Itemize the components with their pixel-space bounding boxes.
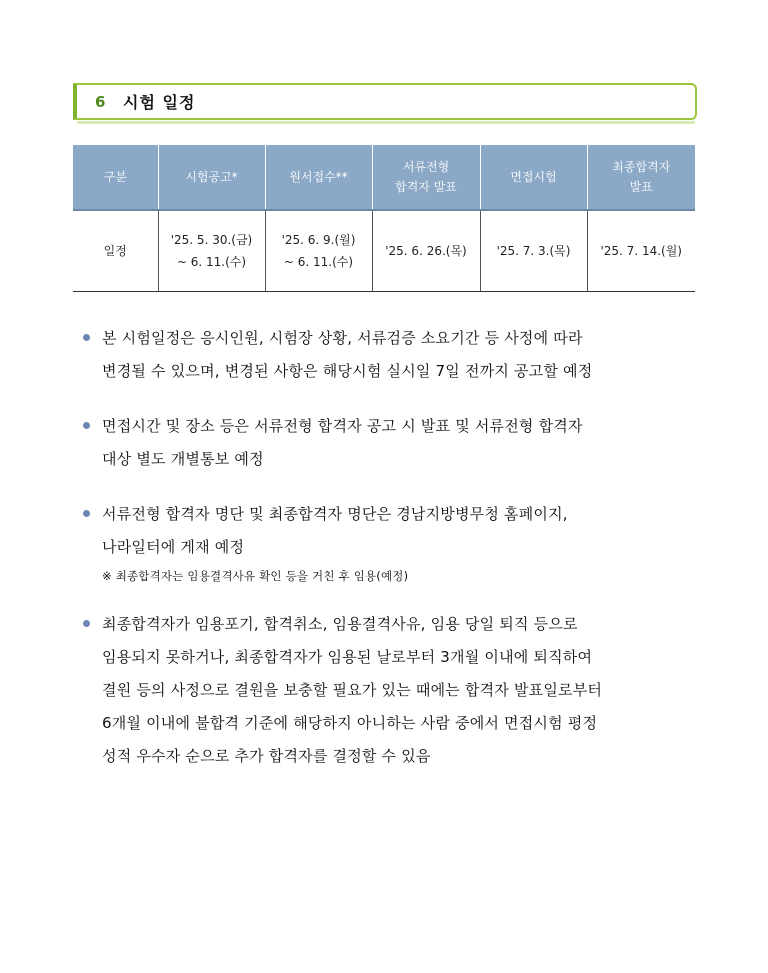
list-item: 면접시간 및 장소 등은 서류전형 합격자 공고 시 발표 및 서류전형 합격자 대상 별도 개별통보 예정 <box>80 410 700 476</box>
cell-final-result: '25. 7. 14.(월) <box>587 210 695 292</box>
bullet-dot-icon <box>83 422 90 429</box>
cell-application: '25. 6. 9.(월) ~ 6. 11.(수) <box>265 210 372 292</box>
section-header <box>73 83 697 120</box>
list-item: 본 시험일정은 응시인원, 시험장 상황, 서류검증 소요기간 등 사정에 따라 변경될 수 있으며, 변경된 사항은 해당시험 실시일 7일 전까지 공고할 예정 <box>80 322 700 388</box>
footnote: ※ 최종합격자는 임용결격사유 확인 등을 거친 후 임용(예정) <box>102 569 409 583</box>
table-row <box>73 210 695 292</box>
header-interview: 면접시험 <box>480 145 587 210</box>
schedule-table <box>73 145 695 292</box>
header-document-result: 서류전형 합격자 발표 <box>372 145 480 210</box>
bullet-dot-icon <box>83 620 90 627</box>
header-final-result: 최종합격자 발표 <box>587 145 695 210</box>
header-category: 구분 <box>73 145 158 210</box>
table-header-row <box>73 145 695 210</box>
bullet-dot-icon <box>83 510 90 517</box>
cell-interview: '25. 7. 3.(목) <box>480 210 587 292</box>
list-item: 서류전형 합격자 명단 및 최종합격자 명단은 경남지방병무청 홈페이지, 나라일터에 게재 예정 ※ 최종합격자는 임용결격사유 확인 등을 거친 후 임용(예정) <box>80 498 700 586</box>
section-title: 시험 일정 <box>123 93 196 112</box>
cell-schedule-label: 일정 <box>73 210 158 292</box>
header-exam-notice: 시험공고* <box>158 145 265 210</box>
header-application: 원서접수** <box>265 145 372 210</box>
cell-document-result: '25. 6. 26.(목) <box>372 210 480 292</box>
section-number: 6 <box>95 92 106 111</box>
cell-exam-notice: '25. 5. 30.(금) ~ 6. 11.(수) <box>158 210 265 292</box>
list-item: 최종합격자가 임용포기, 합격취소, 임용결격사유, 임용 당일 퇴직 등으로 임용되지 못하거나, 최종합격자가 임용된 날로부터 3개월 이내에 퇴직하여 결원 등의 사정으로 결원을 보충할 필요가 있는 때에는 합격자 발표일로부터 6개월 이내에 불합격 기준에 해당하지 아니하는 사람 중에서 면접시험 평정 성적 우수자 순으로 추가 합격자를 결정할 수 있음 <box>80 608 700 773</box>
notes-list <box>80 322 700 773</box>
bullet-dot-icon <box>83 334 90 341</box>
